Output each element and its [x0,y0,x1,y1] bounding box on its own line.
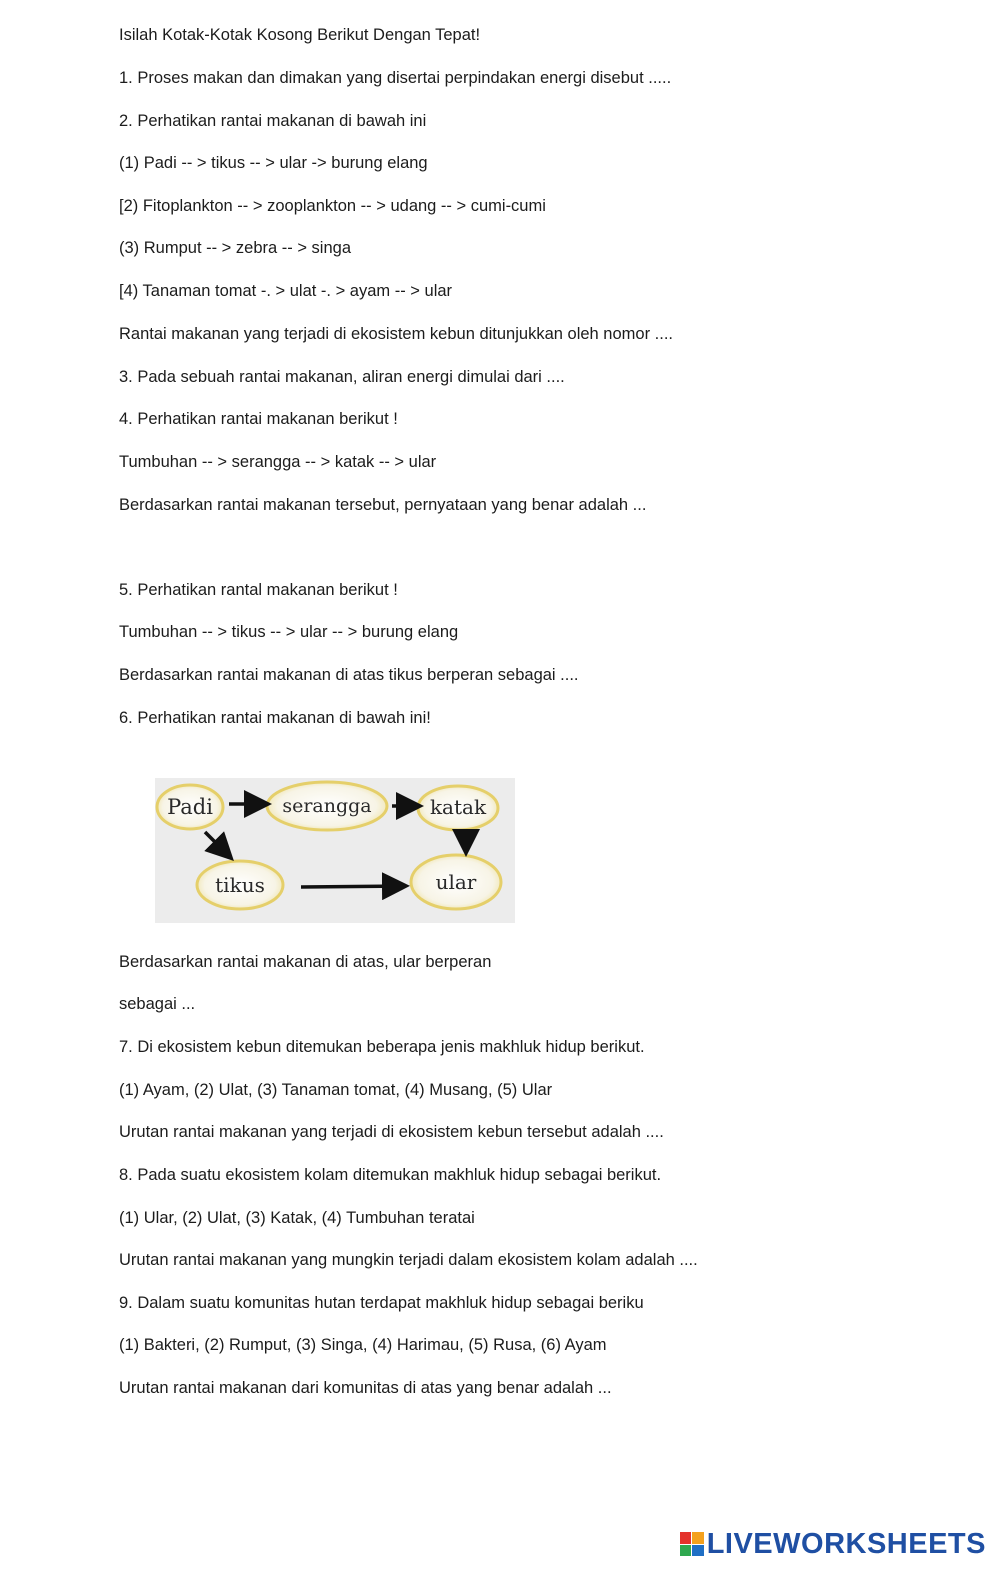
question-6-title: 6. Perhatikan rantai makanan di bawah ini! [119,709,431,727]
question-4-chain: Tumbuhan -- > serangga -- > katak -- > ular [119,453,437,471]
question-2-option-4: [4) Tanaman tomat -. > ulat -. > ayam -- > ular [119,282,453,300]
question-2-option-3: (3) Rumput -- > zebra -- > singa [119,239,351,257]
arrow-tikus-ular [301,886,403,887]
question-7-prompt: Urutan rantai makanan yang terjadi di ekosistem kebun tersebut adalah .... [119,1123,664,1141]
svg-text:katak: katak [429,795,487,819]
question-9-title: 9. Dalam suatu komunitas hutan terdapat makhluk hidup sebagai beriku [119,1294,644,1312]
question-7-title: 7. Di ekosistem kebun ditemukan beberapa jenis makhluk hidup berikut. [119,1038,645,1056]
question-7-list: (1) Ayam, (2) Ulat, (3) Tanaman tomat, (4) Musang, (5) Ular [119,1081,553,1099]
node-tikus [197,861,283,909]
food-web-diagram [155,778,515,923]
node-padi [157,785,223,829]
food-web-svg [155,778,515,923]
question-6-prompt-line-2: sebagai ... [119,995,196,1013]
question-8-title: 8. Pada suatu ekosistem kolam ditemukan makhluk hidup sebagai berikut. [119,1166,662,1184]
logo-text: LIVEWORKSHEETS [706,1527,986,1560]
svg-text:Padi: Padi [167,795,213,819]
svg-text:tikus: tikus [215,873,265,897]
question-5-title: 5. Perhatikan rantal makanan berikut ! [119,581,398,599]
svg-text:ular: ular [435,870,477,894]
question-9-prompt: Urutan rantai makanan dari komunitas di atas yang benar adalah ... [119,1379,612,1397]
question-5-chain: Tumbuhan -- > tikus -- > ular -- > burung elang [119,623,459,641]
question-6-prompt-line-1: Berdasarkan rantai makanan di atas, ular berperan [119,953,492,971]
question-9-list: (1) Bakteri, (2) Rumput, (3) Singa, (4) Harimau, (5) Rusa, (6) Ayam [119,1336,607,1354]
question-8-prompt: Urutan rantai makanan yang mungkin terjadi dalam ekosistem kolam adalah .... [119,1251,698,1269]
node-katak [418,786,498,830]
arrow-padi-tikus [205,832,229,856]
question-4-prompt: Berdasarkan rantai makanan tersebut, pernyataan yang benar adalah ... [119,496,647,514]
question-2-title: 2. Perhatikan rantai makanan di bawah ini [119,112,427,130]
node-ular [411,855,501,909]
question-3: 3. Pada sebuah rantai makanan, aliran energi dimulai dari .... [119,368,565,386]
question-2-option-1: (1) Padi -- > tikus -- > ular -> burung elang [119,154,428,172]
node-serangga [267,782,387,830]
question-4-title: 4. Perhatikan rantai makanan berikut ! [119,410,398,428]
question-2-prompt: Rantai makanan yang terjadi di ekosistem kebun ditunjukkan oleh nomor .... [119,325,673,343]
logo-mark-icon [680,1532,704,1556]
logo-square-1 [680,1532,692,1544]
logo-square-3 [680,1545,692,1557]
svg-text:serangga: serangga [282,795,372,817]
question-5-prompt: Berdasarkan rantai makanan di atas tikus berperan sebagai .... [119,666,579,684]
question-8-list: (1) Ular, (2) Ulat, (3) Katak, (4) Tumbuhan teratai [119,1209,475,1227]
logo-square-4 [692,1545,704,1557]
question-1: 1. Proses makan dan dimakan yang disertai perpindakan energi disebut ..... [119,69,672,87]
liveworksheets-logo[interactable] [680,1527,986,1561]
logo-square-2 [692,1532,704,1544]
question-2-option-2: [2) Fitoplankton -- > zooplankton -- > udang -- > cumi-cumi [119,197,546,215]
page-title: Isilah Kotak-Kotak Kosong Berikut Dengan Tepat! [119,26,481,44]
